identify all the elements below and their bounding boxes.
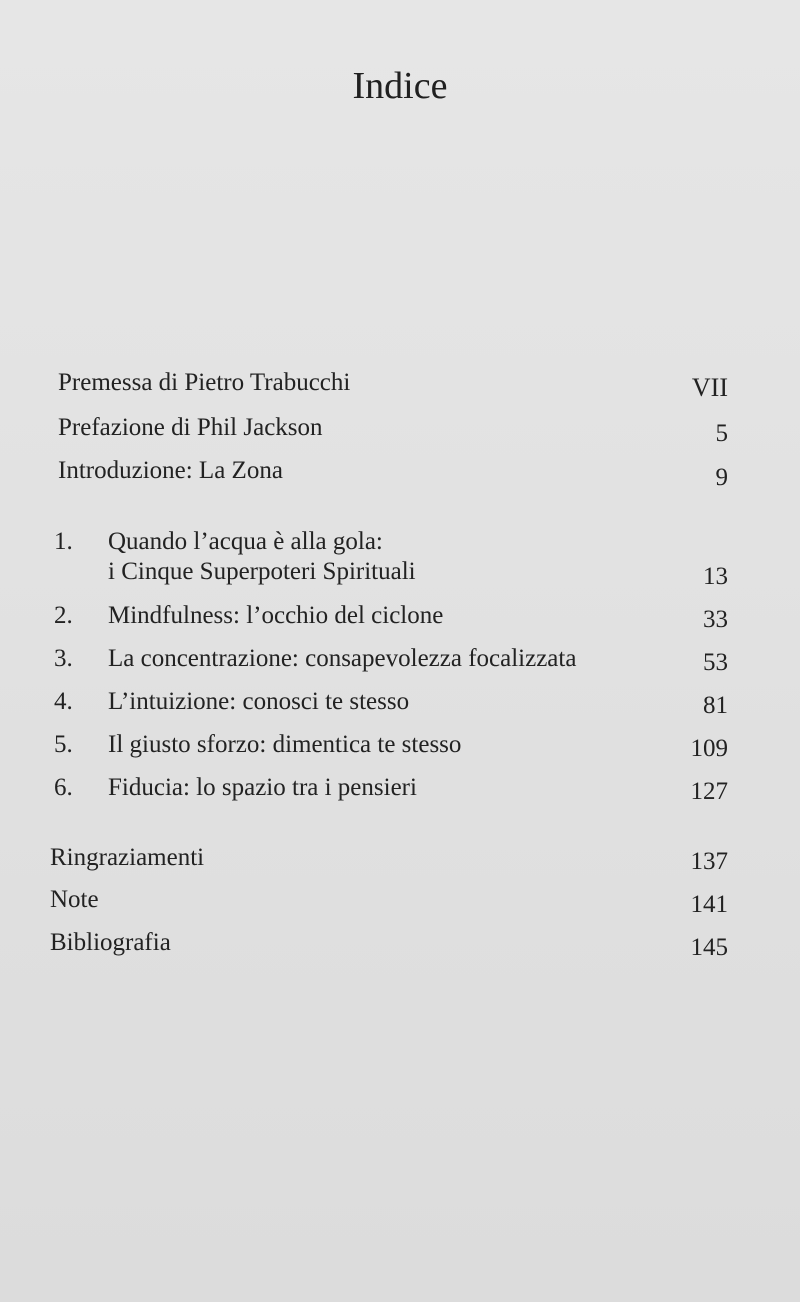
chapter-number-2: 2.: [54, 602, 73, 629]
toc-entry-introduzione: Introduzione: La Zona: [58, 457, 283, 484]
toc-entry-bibliografia: Bibliografia: [50, 929, 171, 956]
chapter-title-4: L’intuizione: conosci te stesso: [108, 688, 410, 715]
chapter-page-2: 33: [703, 606, 728, 633]
chapter-title-5: Il giusto sforzo: dimentica te stesso: [108, 731, 462, 758]
toc-page-prefazione: 5: [715, 420, 728, 447]
toc-page-bibliografia: 145: [690, 934, 728, 961]
chapter-title-3: La concentrazione: consapevolezza focalizzata: [108, 645, 577, 672]
chapter-title-1-line2: i Cinque Superpoteri Spirituali: [108, 558, 416, 585]
chapter-number-1: 1.: [54, 528, 73, 555]
toc-entry-note: Note: [50, 886, 99, 913]
chapter-number-3: 3.: [54, 645, 73, 672]
chapter-page-6: 127: [690, 778, 728, 805]
chapter-title-2: Mindfulness: l’occhio del ciclone: [108, 602, 444, 629]
toc-page-ringraziamenti: 137: [690, 848, 728, 875]
chapter-page-5: 109: [690, 735, 728, 762]
toc-page-note: 141: [690, 891, 728, 918]
chapter-title-1-line1: Quando l’acqua è alla gola:: [108, 528, 383, 555]
chapter-page-1: 13: [703, 563, 728, 590]
page-title: Indice: [352, 65, 448, 107]
toc-page-premessa: VII: [691, 373, 728, 402]
chapter-page-4: 81: [703, 692, 728, 719]
toc-entry-prefazione: Prefazione di Phil Jackson: [58, 414, 323, 441]
chapter-number-4: 4.: [54, 688, 73, 715]
chapter-number-6: 6.: [54, 774, 73, 801]
toc-entry-ringraziamenti: Ringraziamenti: [50, 844, 205, 871]
chapter-page-3: 53: [703, 649, 728, 676]
chapter-title-6: Fiducia: lo spazio tra i pensieri: [108, 774, 417, 801]
toc-page-introduzione: 9: [715, 464, 728, 491]
toc-entry-premessa: Premessa di Pietro Trabucchi: [58, 369, 351, 396]
chapter-number-5: 5.: [54, 731, 73, 758]
